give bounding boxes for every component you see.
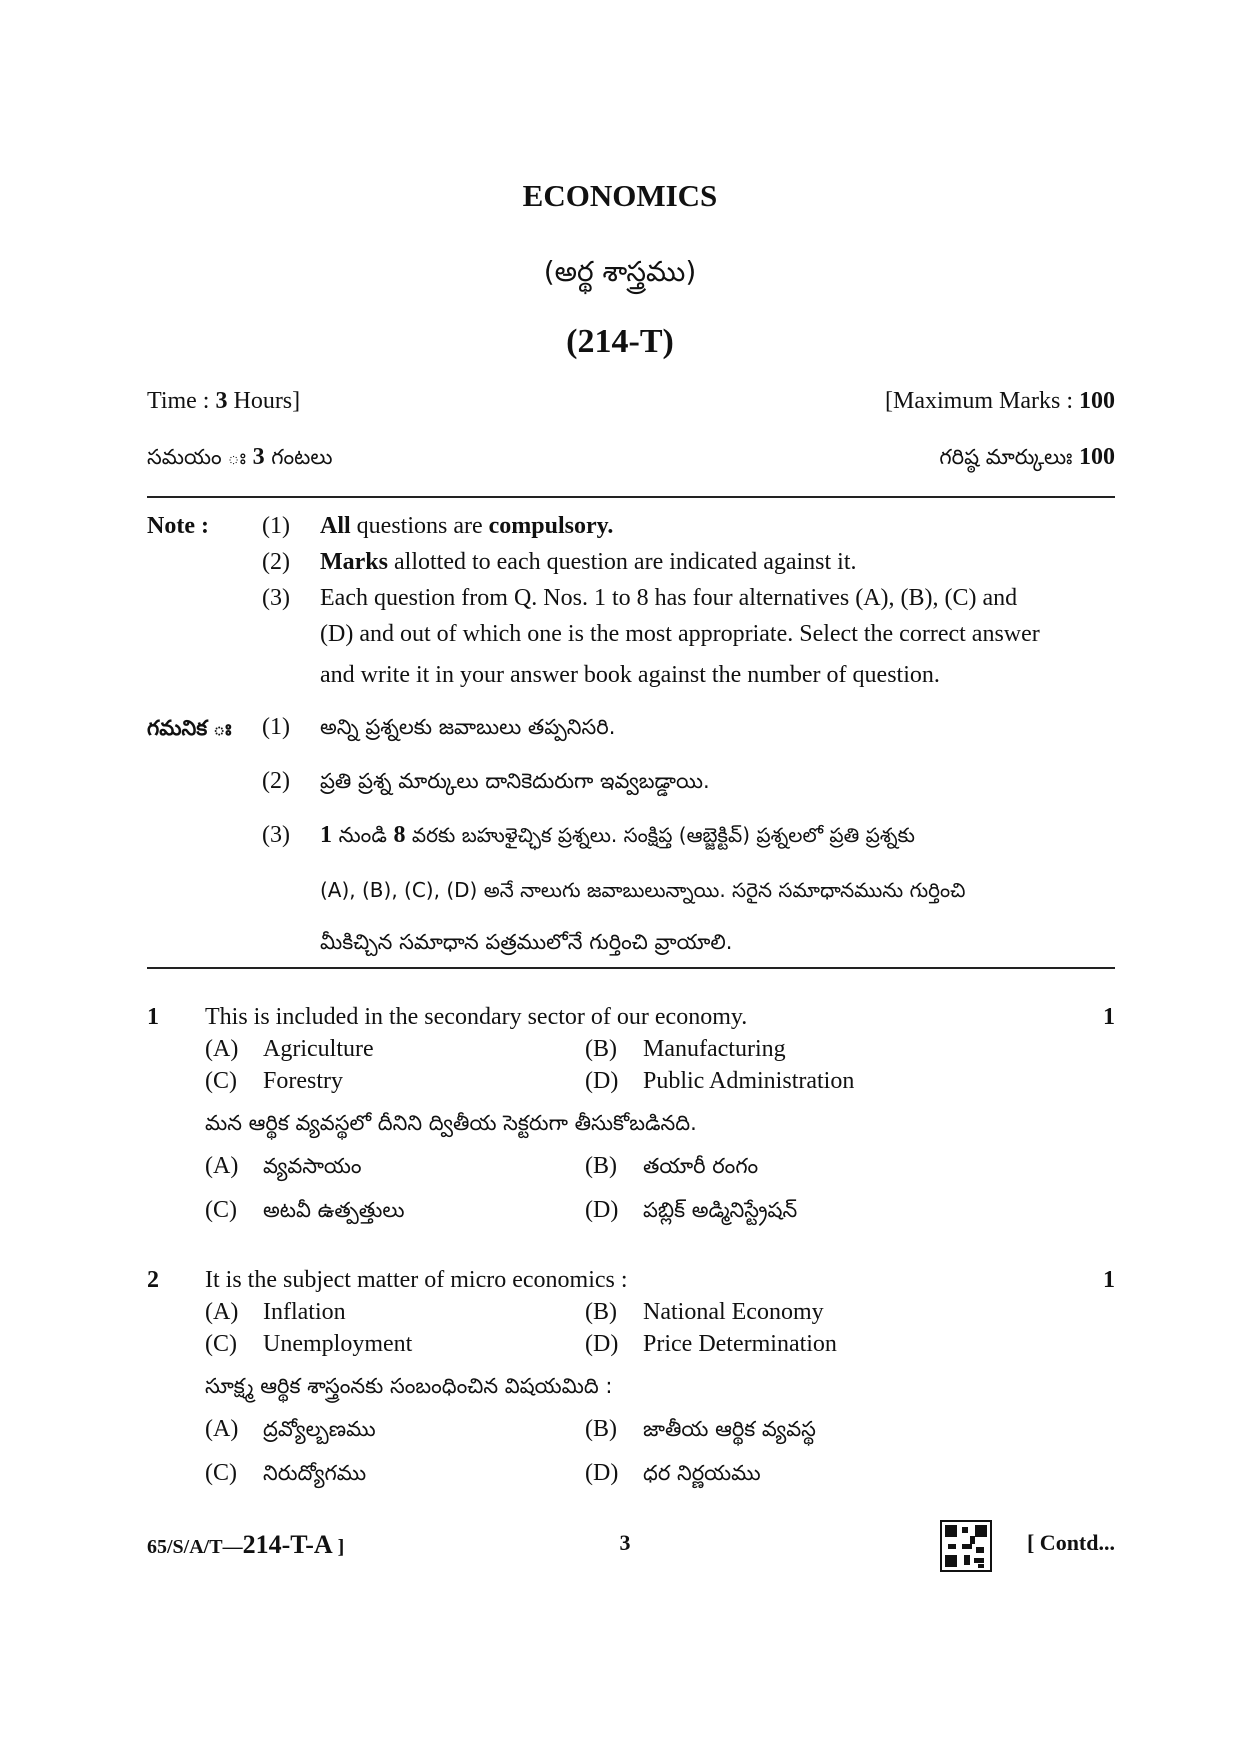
time-allowed: Time : 3 Hours]	[147, 388, 301, 414]
notes-divider	[147, 967, 1115, 969]
option-d: (D) Price Determination	[585, 1331, 837, 1357]
note-label: Note :	[147, 513, 209, 539]
note-label-telugu: గమనిక ః	[147, 716, 232, 740]
option-a-telugu: (A) ద్రవ్యోల్బణము	[205, 1416, 376, 1442]
note-item-telugu-continued: మీకిచ్చిన సమాధాన పత్రములోనే గుర్తించి వ్రాయాలి.	[320, 930, 733, 954]
note-item: (2) Marks allotted to each question are indicated against it.	[262, 549, 857, 575]
option-a: (A) Agriculture	[205, 1036, 374, 1062]
question-marks: 1	[1103, 1004, 1115, 1030]
question-text: It is the subject matter of micro economics :	[205, 1267, 628, 1293]
option-b-telugu: (B) తయారీ రంగం	[585, 1153, 759, 1179]
option-d-telugu: (D) ధర నిర్ణయము	[585, 1460, 761, 1486]
option-d: (D) Public Administration	[585, 1068, 855, 1094]
option-a: (A) Inflation	[205, 1299, 346, 1325]
option-b: (B) Manufacturing	[585, 1036, 786, 1062]
subject-title-telugu: (అర్థ శాస్త్రము)	[543, 255, 697, 288]
question-number: 2	[147, 1267, 159, 1293]
note-item-telugu: (3) 1 నుండి 8 వరకు బహుళైచ్ఛిక ప్రశ్నలు. సంక్షిప్త (ఆబ్జెక్టివ్) ప్రశ్నలలో ప్రతి ప్రశ్నకు	[262, 822, 915, 848]
option-c-telugu: (C) అటవీ ఉత్పత్తులు	[205, 1197, 405, 1223]
note-item-telugu-continued: (A), (B), (C), (D) అనే నాలుగు జవాబులున్నాయి. సరైన సమాధానమును గుర్తించి	[320, 878, 966, 902]
question-marks: 1	[1103, 1267, 1115, 1293]
time-allowed-telugu: సమయం ః 3 గంటలు	[147, 444, 333, 470]
note-item-continued: and write it in your answer book against the number of question.	[320, 662, 940, 688]
paper-code: (214-T)	[566, 323, 674, 360]
option-c: (C) Unemployment	[205, 1331, 413, 1357]
option-c: (C) Forestry	[205, 1068, 343, 1094]
note-item: (3) Each question from Q. Nos. 1 to 8 has four alternatives (A), (B), (C) and	[262, 585, 1018, 611]
question-text: This is included in the secondary sector of our economy.	[205, 1004, 748, 1030]
maximum-marks: [Maximum Marks : 100	[885, 388, 1115, 414]
note-item: (1) All questions are compulsory.	[262, 513, 614, 539]
note-item-telugu: (1) అన్ని ప్రశ్నలకు జవాబులు తప్పనిసరి.	[262, 714, 616, 740]
subject-title: ECONOMICS	[522, 178, 718, 213]
question-text-telugu: మన ఆర్థిక వ్యవస్థలో దీనిని ద్వితీయ సెక్టరుగా తీసుకోబడినది.	[205, 1111, 697, 1135]
header-divider	[147, 496, 1115, 498]
option-c-telugu: (C) నిరుద్యోగము	[205, 1460, 367, 1486]
option-d-telugu: (D) పబ్లిక్ అడ్మినిస్ట్రేషన్	[585, 1197, 798, 1223]
maximum-marks-telugu: గరిష్ఠ మార్కులుః 100	[939, 444, 1115, 470]
question-number: 1	[147, 1004, 159, 1030]
continued-marker: [ Contd...	[1026, 1530, 1115, 1555]
option-a-telugu: (A) వ్యవసాయం	[205, 1153, 362, 1179]
note-item-telugu: (2) ప్రతి ప్రశ్న మార్కులు దానికెదురుగా ఇవ్వబడ్డాయి.	[262, 768, 710, 794]
qr-code	[940, 1520, 992, 1572]
note-item-continued: (D) and out of which one is the most appropriate. Select the correct answer	[320, 621, 1040, 647]
question-text-telugu: సూక్ష్మ ఆర్థిక శాస్త్రంనకు సంబంధించిన విషయమిది :	[205, 1374, 613, 1398]
option-b: (B) National Economy	[585, 1299, 824, 1325]
page-number: 3	[619, 1530, 631, 1555]
footer-paper-code: 65/S/A/T—214-T-A ]	[147, 1530, 345, 1559]
option-b-telugu: (B) జాతీయ ఆర్థిక వ్యవస్థ	[585, 1416, 816, 1442]
